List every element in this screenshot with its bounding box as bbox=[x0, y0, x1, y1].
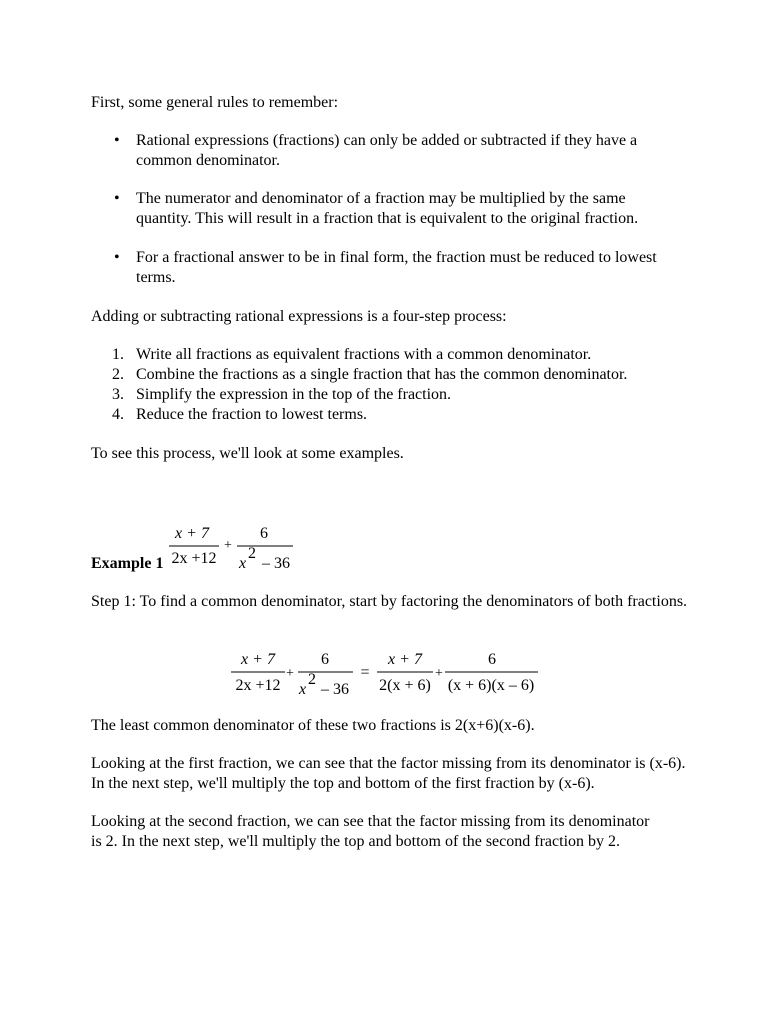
step-number: 1. bbox=[112, 346, 124, 363]
bullet-icon: • bbox=[114, 132, 120, 149]
fraction-numerator: 6 bbox=[321, 651, 329, 668]
intro-paragraph: First, some general rules to remember: bbox=[91, 94, 339, 111]
denominator-rest: – 36 bbox=[321, 681, 349, 698]
denominator-base: x bbox=[299, 681, 307, 698]
step-number: 2. bbox=[112, 366, 124, 383]
examples-intro-paragraph: To see this process, we'll look at some examples. bbox=[91, 445, 404, 462]
denominator-base: x bbox=[239, 555, 247, 572]
rule-text: The numerator and denominator of a fraction may be multiplied by the same quantity. This will result in a fraction that is equivalent to the original fraction. bbox=[136, 190, 639, 227]
fraction-numerator: x + 7 bbox=[241, 651, 275, 668]
lcd-paragraph: The least common denominator of these two fractions is 2(x+6)(x-6). bbox=[91, 717, 535, 734]
factored-expression bbox=[225, 647, 545, 702]
bullet-icon: • bbox=[114, 190, 120, 207]
plus-sign: + bbox=[286, 666, 294, 681]
example-expression bbox=[165, 520, 300, 575]
equals-sign: = bbox=[360, 664, 370, 681]
fraction-denominator: 2x +12 bbox=[171, 550, 217, 567]
step-text: Reduce the fraction to lowest terms. bbox=[136, 406, 368, 423]
example-label: Example 1 bbox=[91, 555, 164, 572]
step1-paragraph: Step 1: To find a common denominator, start by factoring the denominators of both fractions. bbox=[91, 593, 688, 610]
plus-sign: + bbox=[435, 666, 443, 681]
denominator-rest: – 36 bbox=[262, 555, 290, 572]
denominator-exponent: 2 bbox=[248, 545, 256, 562]
fraction-denominator: 2x +12 bbox=[235, 677, 281, 694]
plus-sign: + bbox=[224, 538, 232, 553]
fraction-denominator: (x + 6)(x – 6) bbox=[447, 677, 535, 694]
step-text: Write all fractions as equivalent fractions with a common denominator. bbox=[136, 346, 592, 363]
second-fraction-paragraph: Looking at the second fraction, we can see that the factor missing from its denominator is 2. In the next step, we'll multiply the top and bottom of the second fraction by 2. bbox=[91, 813, 650, 850]
step-text: Simplify the expression in the top of the fraction. bbox=[136, 386, 452, 403]
process-intro-paragraph: Adding or subtracting rational expressions is a four-step process: bbox=[91, 308, 507, 325]
first-fraction-paragraph: Looking at the first fraction, we can see that the factor missing from its denominator is (x-6). In the next step, we'll multiply the top and bottom of the first fraction by (x-6). bbox=[91, 755, 686, 792]
step-text: Combine the fractions as a single fraction that has the common denominator. bbox=[136, 366, 628, 383]
step-number: 3. bbox=[112, 386, 124, 403]
fraction-numerator: 6 bbox=[260, 525, 268, 542]
step-number: 4. bbox=[112, 406, 124, 423]
bullet-icon: • bbox=[114, 249, 120, 266]
fraction-numerator: x + 7 bbox=[388, 651, 422, 668]
denominator-exponent: 2 bbox=[308, 671, 316, 688]
rule-text: Rational expressions (fractions) can only be added or subtracted if they have a common denominator. bbox=[136, 132, 638, 169]
rule-text: For a fractional answer to be in final form, the fraction must be reduced to lowest terms. bbox=[136, 249, 657, 286]
fraction-numerator: 6 bbox=[488, 651, 496, 668]
fraction-numerator: x + 7 bbox=[175, 525, 209, 542]
fraction-denominator: 2(x + 6) bbox=[379, 677, 431, 694]
